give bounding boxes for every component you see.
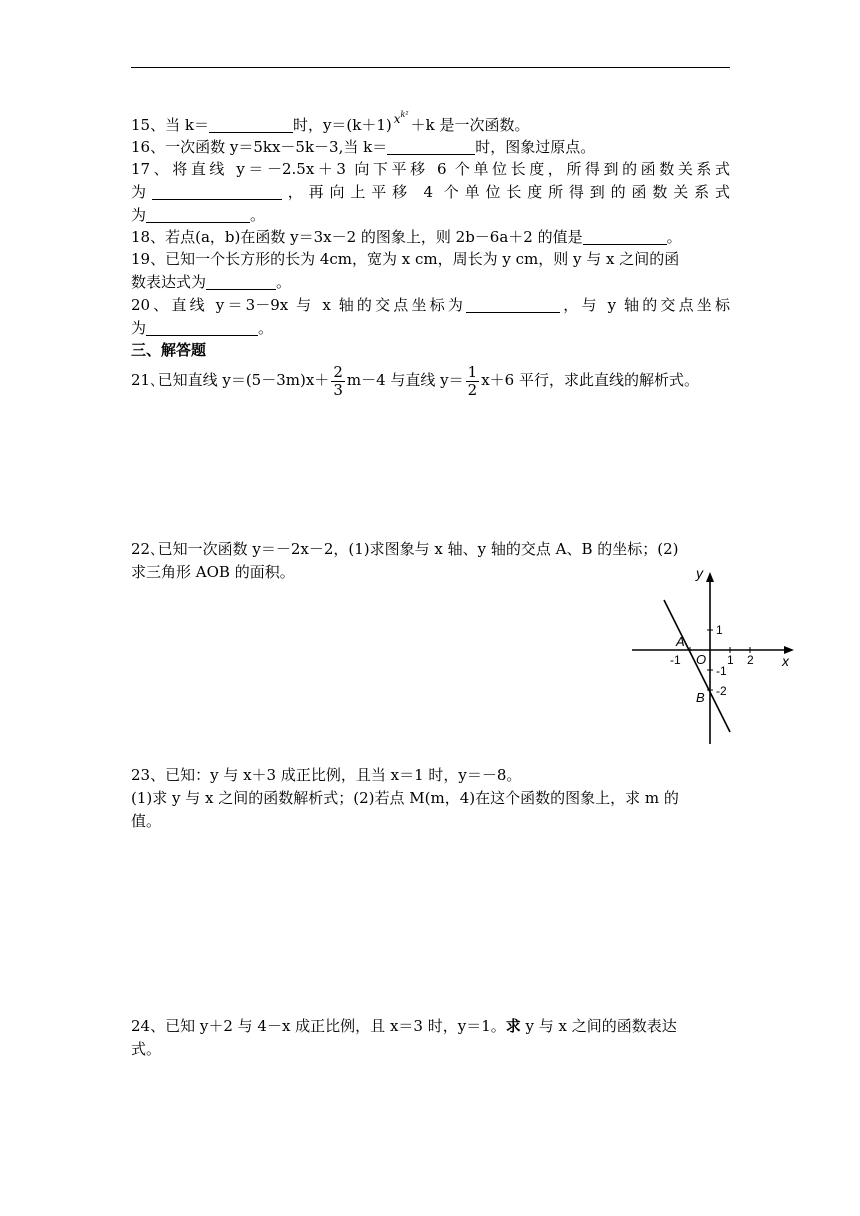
question-16: 16、一次函数 y＝5kx－5k－3,当 k＝ 时，图象过原点。: [131, 138, 596, 156]
question-19-line-2: 数表达式为 。: [131, 273, 292, 291]
answer-blank-17a[interactable]: [152, 183, 282, 200]
x-tick-label: 2: [747, 653, 754, 667]
question-22-line-1: 22､已知一次函数 y＝－2x－2，(1)求图象与 x 轴、y 轴的交点 A、B 的坐标；(2): [131, 540, 679, 558]
question-19-line-1: 19、已知一个长方形的长为 4cm，宽为 x cm，周长为 y cm，则 y 与 x 之间的函: [131, 250, 680, 268]
question-15: 15、当 k＝ 时，y＝(k＋1) $^{x^{k^2}}$＋k 是一次函数。: [131, 110, 530, 134]
y-tick-label: -1: [716, 664, 727, 678]
x-tick-label: 1: [727, 653, 734, 667]
question-22-line-2: 求三角形 AOB 的面积。: [131, 563, 295, 581]
question-20-line-2: 为 。: [131, 319, 274, 337]
answer-blank-17b[interactable]: [146, 206, 250, 223]
y-tick-label: 1: [716, 623, 723, 637]
origin-label: O: [696, 652, 707, 667]
answer-blank-20b[interactable]: [146, 319, 258, 336]
answer-blank-19[interactable]: [206, 273, 276, 290]
section-heading: 三、解答题: [131, 341, 207, 359]
answer-blank-15[interactable]: [209, 116, 293, 133]
answer-blank-20a[interactable]: [466, 296, 560, 313]
y-axis-arrow: [706, 572, 714, 582]
question-23-line-1: 23、已知：y 与 x＋3 成正比例，且当 x＝1 时，y＝－8。: [131, 766, 522, 784]
question-23-line-2: (1)求 y 与 x 之间的函数解析式；(2)若点 M(m，4)在这个函数的图象上，求 m 的: [131, 789, 679, 807]
linear-function-graph: [626, 560, 806, 750]
answer-blank-18[interactable]: [583, 228, 667, 245]
question-17-line-1: 17、将直线 y＝－2.5x＋3 向下平移 6 个单位长度，所得到的函数关系式: [131, 160, 730, 178]
header-rule: [131, 67, 730, 68]
question-20-line-1: 20、直线 y＝3－9x 与 x 轴的交点坐标为 ，与 y 轴的交点坐标: [131, 296, 730, 314]
y-axis-label: y: [696, 565, 703, 581]
point-b-label: B: [696, 690, 705, 705]
question-23-line-3: 值。: [131, 812, 162, 830]
question-18: 18、若点(a，b)在函数 y＝3x－2 的图象上，则 2b－6a＋2 的值是 。: [131, 228, 682, 246]
x-tick-label: -1: [670, 653, 681, 667]
answer-blank-16[interactable]: [387, 138, 475, 155]
x-axis-label: x: [782, 653, 789, 669]
question-17-line-3: 为 。: [131, 206, 266, 224]
question-21: 21､已知直线 y＝(5－3m)x＋ $\frac{2}{3}$ m－4 与直线 y＝ $\frac{1}{2}$ x＋6 平行，求此直线的解析式。: [131, 362, 699, 399]
point-a-label: A: [676, 634, 685, 649]
question-24-line-2: 式。: [131, 1040, 162, 1058]
question-24-line-1: 24、已知 y＋2 与 4－x 成正比例，且 x＝3 时，y＝1。求 y 与 x 之间的函数表达: [131, 1017, 677, 1035]
question-17-line-2: 为 ，再向上平移 4 个单位长度所得到的函数关系式: [131, 183, 730, 201]
y-tick-label: -2: [716, 684, 727, 698]
fraction-two-thirds: $\frac{2}{3}$: [333, 362, 343, 399]
power-expression: xk²: [393, 110, 409, 126]
fraction-one-half: $\frac{1}{2}$: [467, 362, 478, 399]
